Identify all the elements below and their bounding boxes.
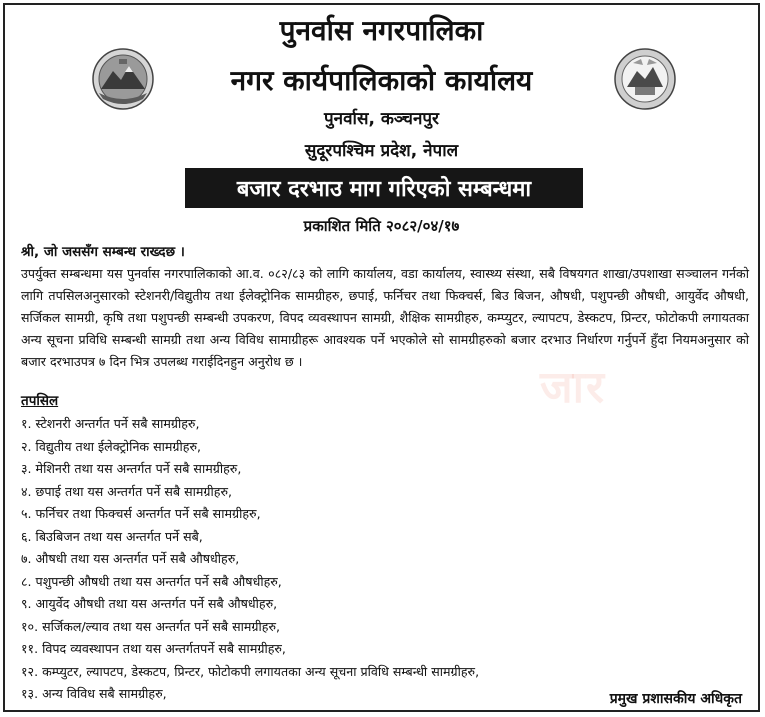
office-name: नगर कार्यपालिकाको कार्यालय — [230, 64, 533, 97]
list-item: १. स्टेशनरी अन्तर्गत पर्ने सबै सामग्रीहरु, — [21, 416, 200, 431]
watermark: जार — [540, 362, 607, 413]
list-item: ८. पशुपन्छी औषधी तथा यस अन्तर्गत पर्ने सबै औषधीहरु, — [21, 573, 282, 589]
notice-document — [3, 3, 760, 712]
list-item: १३. अन्य विविध सबै सामग्रीहरु, — [21, 686, 167, 701]
list-item: ३. मेशिनरी तथा यस अन्तर्गत पर्ने सबै सामग्रीहरु, — [21, 461, 242, 476]
notice-title: बजार दरभाउ माग गरिएको सम्बन्धमा — [236, 177, 532, 202]
list-item: ४. छपाई तथा यस अन्तर्गत पर्ने सबै सामग्रीहरु, — [21, 483, 232, 499]
list-item: ६. बिउबिजन तथा यस अन्तर्गत पर्ने सबै, — [21, 528, 203, 544]
list-item: ५. फर्निचर तथा फिक्चर्स अन्तर्गत पर्ने सबै सामग्रीहरु, — [21, 506, 261, 521]
section-title: तपसिल — [21, 393, 59, 409]
list-item: ११. विपद व्यवस्थापन तथा यस अन्तर्गतपर्ने सबै सामग्रीहरु, — [21, 641, 286, 656]
list-item: १०. सर्जिकल/ल्याव तथा यस अन्तर्गत पर्ने सबै सामग्रीहरु, — [21, 618, 281, 634]
list-item: ९. आयुर्वेद औषधी तथा यस अन्तर्गत पर्ने सबै औषधीहरु, — [21, 596, 278, 611]
list-item: ७. औषधी तथा यस अन्तर्गत पर्ने सबै औषधीहरु, — [21, 551, 240, 566]
signature: प्रमुख प्रशासकीय अधिकृत — [609, 691, 742, 707]
salutation: श्री, जो जससँग सम्बन्ध राख्दछ । — [21, 244, 185, 260]
org-name: पुनर्वास नगरपालिका — [279, 14, 484, 47]
office-address: पुनर्वास, कञ्चनपुर — [324, 109, 439, 129]
province-line: सुदूरपश्चिम प्रदेश, नेपाल — [304, 141, 459, 161]
items-list — [21, 413, 479, 706]
published-date: प्रकाशित मिति २०८२/०४/१७ — [303, 217, 460, 235]
notice-body: उपर्युक्त सम्बन्धमा यस पुनर्वास नगरपालिकाको आ.व. ०८२/८३ को लागि कार्यालय, वडा कार्यालय, स्वास्थ्य संस्था, सबै विषयगत शाखा/उपशाखा सञ्चालन गर्नको लागि तपसिलअनुसारको स्टेशनरी/विद्युतीय तथा ईलेक्ट्रोनिक सामग्रीहरु, छपाई, फर्निचर तथा फिक्चर्स, बिउ बिजन, औषधी, पशुपन्छी औषधी, आयुर्वेद औषधी, सर्जिकल सामग्री, कृषि तथा पशुपन्छी सम्बन्धी उपकरण, विपद व्यवस्थापन सामग्री, शैक्षिक सामग्रीहरु, कम्प्युटर, ल्यापटप, डेस्कटप, प्रिन्टर, फोटोकपी लगायतका अन्य सूचना प्रविधि सम्बन्धी सामग्री तथा अन्य विविध सामाग्रीहरू आवश्यक पर्ने भएकोले सो सामग्रीहरुको बजार दरभाउ निर्धारण गर्नुपर्ने हुँदा नियमअनुसार को बजार दरभाउपत्र ७ दिन भित्र उपलब्ध गराईदिनहुन अनुरोध छ । — [21, 266, 749, 369]
list-item: २. विद्युतीय तथा ईलेक्ट्रोनिक सामग्रीहरु, — [21, 438, 202, 454]
list-item: १२. कम्प्युटर, ल्यापटप, डेस्कटप, प्रिन्टर, फोटोकपी लगायतका अन्य सूचना प्रविधि सम्बन्धी सामग्रीहरु, — [21, 663, 480, 679]
notice-title-banner — [185, 168, 583, 208]
